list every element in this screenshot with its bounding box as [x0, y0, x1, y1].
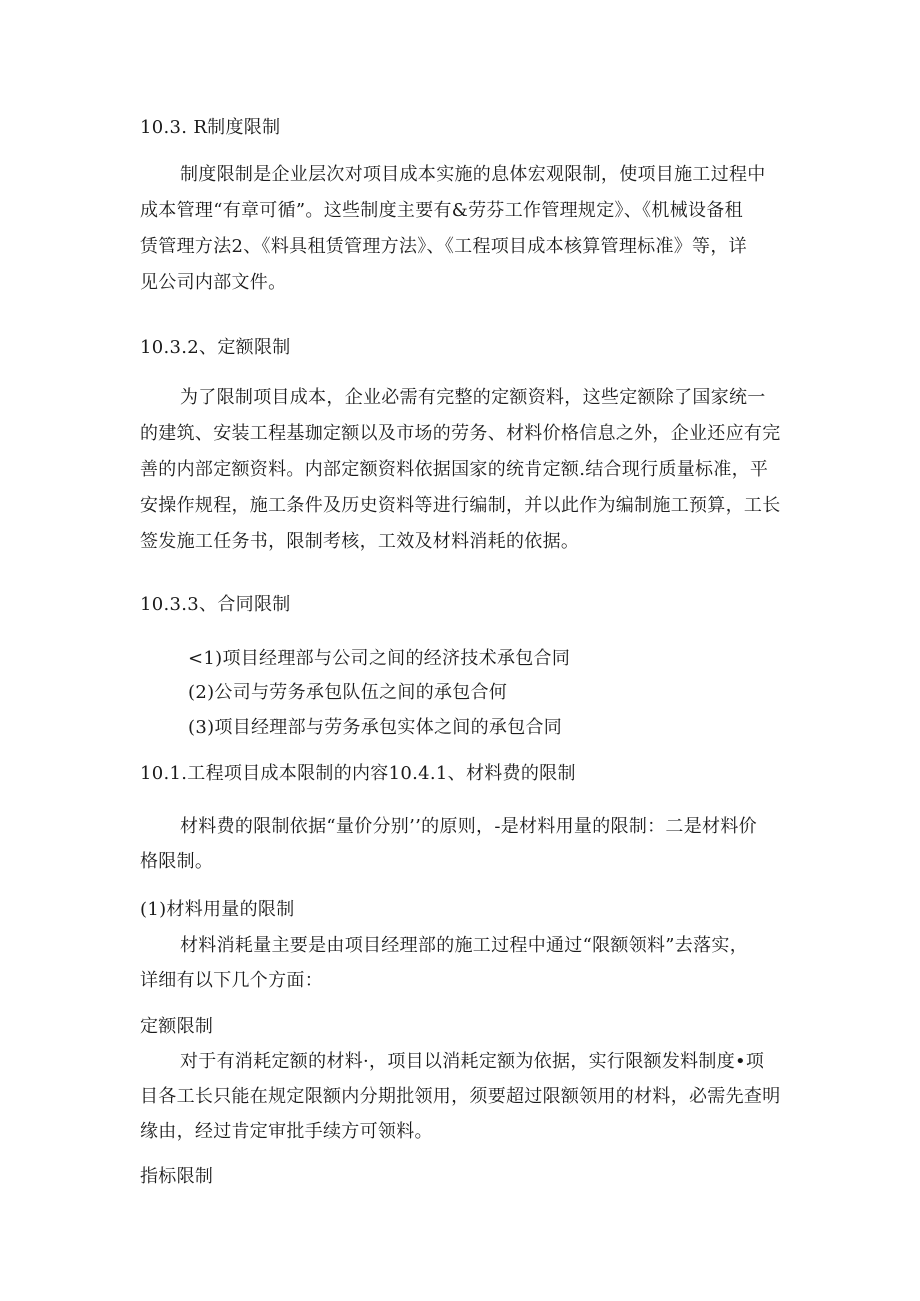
list-item: (2)公司与劳务承包队伍之间的承包合何: [188, 682, 508, 703]
sub-heading: 定额限制: [140, 1016, 214, 1037]
paragraph-line: 制度限制是企业层次对项目成本实施的息体宏观限制，使项目施工过程中: [180, 164, 766, 185]
sub-heading: 指标限制: [140, 1166, 214, 1187]
paragraph-line: 详细有以下几个方面：: [140, 970, 323, 991]
paragraph-line: 的建筑、安装工程基珈定额以及市场的劳务、材料价格信息之外，企业还应有完: [140, 423, 781, 444]
paragraph-line: 赁管理方法2、《料具租赁管理方法》、《工程项目成本核算管理标准》等，详: [140, 236, 747, 257]
paragraph-line: 缘由，经过肯定审批手续方可领料。: [140, 1121, 433, 1142]
section-heading: 10.3.3、合同限制: [140, 594, 291, 615]
list-item: <1)项目经理部与公司之间的经济技术承包合同: [188, 648, 571, 669]
paragraph-line: 对于有消耗定额的材料·，项目以消耗定额为依据，实行限额发料制度•项: [180, 1051, 765, 1072]
sub-heading: (1)材料用量的限制: [140, 899, 295, 920]
section-heading: 10.3.2、定额限制: [140, 337, 291, 358]
paragraph-line: 材料消耗量主要是由项目经理部的施工过程中通过“限额领料”去落实，: [180, 935, 749, 956]
paragraph-line: 见公司内部文件。: [140, 272, 287, 293]
paragraph-line: 目各工长只能在规定限额内分期批领用，须要超过限额领用的材料，必需先查明: [140, 1086, 781, 1107]
paragraph-line: 材料费的限制依据“量价分别’’的原则，-是材料用量的限制：二是材料价: [180, 816, 757, 837]
paragraph-line: 为了限制项目成本，企业必需有完整的定额资料，这些定额除了国家统一: [180, 387, 766, 408]
paragraph-line: 善的内部定额资料。内部定额资料依据国家的统肯定额.结合现行质量标准，平: [140, 459, 769, 480]
paragraph-line: 格限制。: [140, 851, 214, 872]
section-heading: 10.3. R制度限制: [140, 117, 281, 138]
section-heading: 10.1.工程项目成本限制的内容10.4.1、材料费的限制: [140, 763, 576, 784]
paragraph-line: 签发施工任务书，限制考核，工效及材料消耗的依据。: [140, 531, 580, 552]
paragraph-line: 成本管理“有章可循”。这些制度主要有&劳芬工作管理规定》、《机械设备租: [140, 200, 743, 221]
paragraph-line: 安操作规程，施工条件及历史资料等进行编制，并以此作为编制施工预算，工长: [140, 495, 781, 516]
list-item: (3)项目经理部与劳务承包实体之间的承包合同: [188, 717, 563, 738]
